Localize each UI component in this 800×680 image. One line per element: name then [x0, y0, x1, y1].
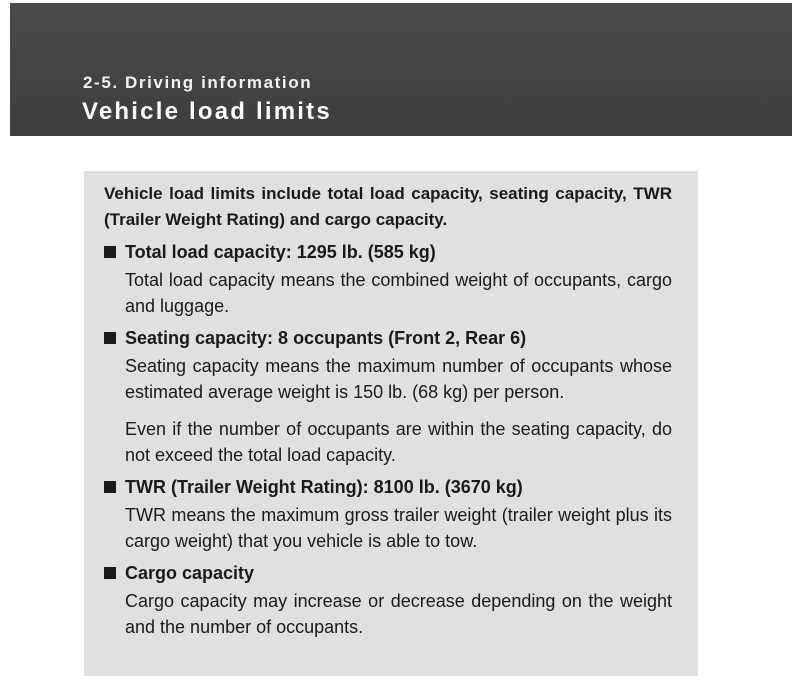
item-cargo-capacity	[104, 560, 672, 640]
item-twr	[104, 474, 672, 554]
square-bullet-icon	[104, 246, 116, 258]
info-box	[84, 171, 698, 676]
item-total-load	[104, 239, 672, 319]
square-bullet-icon	[104, 481, 116, 493]
item-description: TWR means the maximum gross trailer weight (trailer weight plus its cargo weight) that you vehicle is able to tow.	[125, 505, 672, 551]
item-description: Total load capacity means the combined weight of occupants, cargo and luggage.	[125, 270, 672, 316]
item-description: Cargo capacity may increase or decrease depending on the weight and the number of occupants.	[125, 591, 672, 637]
page-title: Vehicle load limits	[82, 98, 332, 125]
item-heading: Seating capacity: 8 occupants (Front 2, Rear 6)	[125, 328, 527, 348]
intro-text: Vehicle load limits include total load capacity, seating capacity, TWR (Trailer Weight Rating) and cargo capacity.	[104, 184, 672, 229]
item-heading: TWR (Trailer Weight Rating): 8100 lb. (3670 kg)	[125, 477, 523, 497]
item-heading: Total load capacity: 1295 lb. (585 kg)	[125, 242, 436, 262]
item-note: Even if the number of occupants are within the seating capacity, do not exceed the total load capacity.	[125, 419, 672, 465]
section-header	[10, 3, 792, 136]
item-heading: Cargo capacity	[125, 563, 255, 583]
item-seating-capacity	[104, 325, 672, 468]
square-bullet-icon	[104, 332, 116, 344]
item-description: Seating capacity means the maximum number of occupants whose estimated average weight is 150 lb. (68 kg) per person.	[125, 356, 672, 402]
square-bullet-icon	[104, 567, 116, 579]
section-label: 2-5. Driving information	[83, 73, 313, 92]
